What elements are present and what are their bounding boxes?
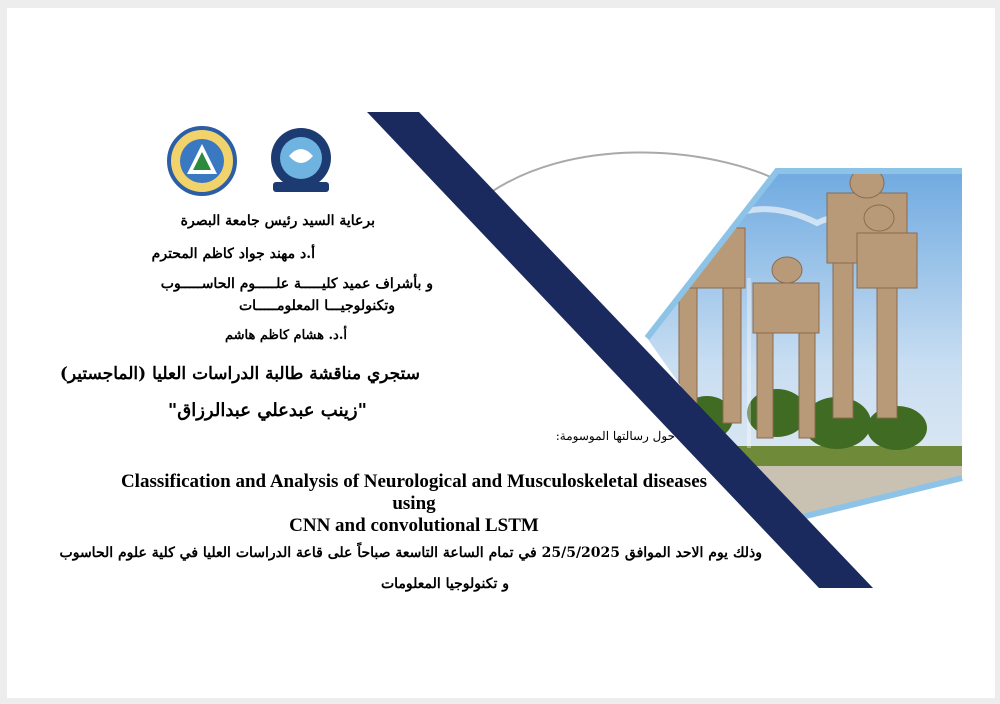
announcement-page <box>7 8 995 698</box>
patron-line: برعاية السيد رئيس جامعة البصرة <box>180 213 375 229</box>
date-line-2: و تكنولوجيا المعلومات <box>380 576 509 592</box>
college-of-computer-science-logo <box>261 126 341 196</box>
supervision-line-2: وتكنولوجيـــا المعلومـــــات <box>239 298 395 314</box>
university-of-basrah-logo <box>167 126 237 196</box>
defense-line: ستجري مناقشة طالبة الدراسات العليا (الماجستير) <box>59 364 420 384</box>
grey-arc <box>475 152 792 204</box>
supervision-line-1: و بأشراف عميد كليـــــة علـــــوم الحاســـــوب <box>160 276 433 292</box>
decorative-graphics <box>7 8 995 698</box>
thesis-title-line-1: Classification and Analysis of Neurological and Musculoskeletal diseases using <box>120 471 708 514</box>
thesis-intro: حول رسالتها الموسومة: <box>555 429 675 443</box>
date-line-1: وذلك يوم الاحد الموافق 25/5/2025 في تمام الساعة التاسعة صباحاً على قاعة الدراسات العليا في كلية علوم الحاسوب <box>59 545 762 561</box>
dean-line: أ.د. هشام كاظم هاشم <box>224 328 347 343</box>
student-name: "زينب عبدعلي عبدالرزاق" <box>167 400 367 421</box>
thesis-title-line-2: CNN and convolutional LSTM <box>289 515 539 536</box>
thesis-title <box>99 471 729 537</box>
president-line: أ.د مهند جواد كاظم المحترم <box>151 246 315 262</box>
